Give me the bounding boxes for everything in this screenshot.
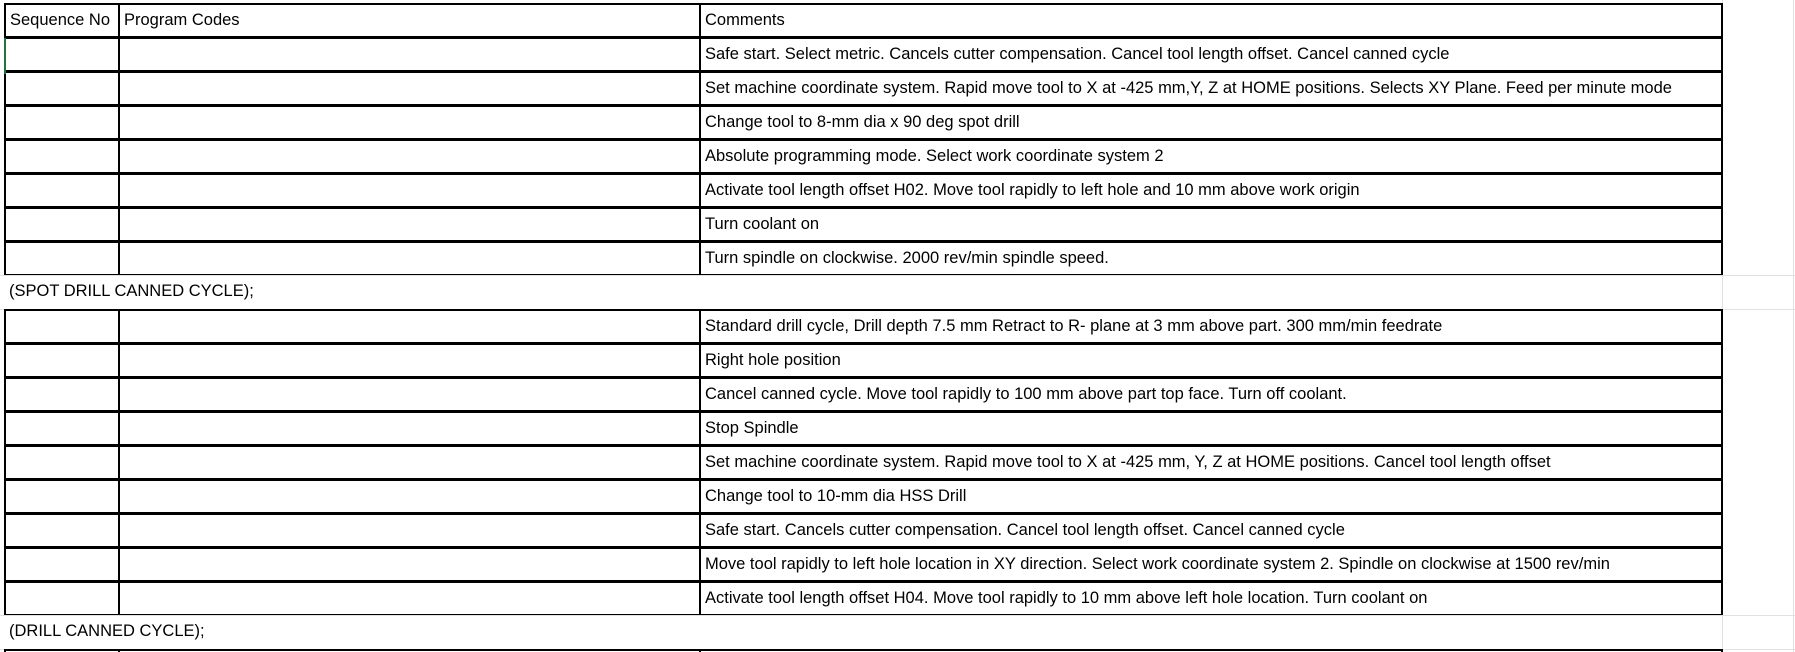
section-label[interactable]: (DRILL CANNED CYCLE); <box>9 622 205 640</box>
gridline <box>0 275 1795 276</box>
comment-cell[interactable]: Safe start. Cancels cutter compensation. Cancel tool length offset. Cancel canned cycle <box>699 513 1723 548</box>
program-codes-cell[interactable] <box>118 37 699 72</box>
sequence-no-cell[interactable] <box>4 479 118 514</box>
sequence-no-cell[interactable] <box>4 411 118 446</box>
comment-cell[interactable]: Turn spindle on clockwise. 2000 rev/min spindle speed. <box>699 241 1723 276</box>
program-codes-cell[interactable] <box>118 173 699 208</box>
comment-cell[interactable]: Cancel canned cycle. Move tool rapidly to 100 mm above part top face. Turn off coolant. <box>699 377 1723 412</box>
program-codes-cell[interactable] <box>118 309 699 344</box>
sequence-no-cell[interactable] <box>4 139 118 174</box>
program-codes-cell[interactable] <box>118 105 699 140</box>
program-codes-cell[interactable] <box>118 547 699 582</box>
sequence-no-cell[interactable] <box>4 547 118 582</box>
program-codes-cell[interactable] <box>118 71 699 106</box>
sequence-no-cell[interactable] <box>4 71 118 106</box>
comment-cell[interactable]: Change tool to 10-mm dia HSS Drill <box>699 479 1723 514</box>
sequence-no-cell[interactable] <box>4 343 118 378</box>
gridline <box>1793 0 1794 652</box>
program-codes-cell[interactable] <box>118 377 699 412</box>
program-codes-cell[interactable] <box>118 241 699 276</box>
sequence-no-cell[interactable] <box>4 173 118 208</box>
comment-cell[interactable]: Turn coolant on <box>699 207 1723 242</box>
comment-cell[interactable]: Set machine coordinate system. Rapid move tool to X at -425 mm, Y, Z at HOME positions. Cancel tool length offset <box>699 445 1723 480</box>
header-sequence-no[interactable]: Sequence No <box>4 3 118 38</box>
sequence-no-cell[interactable] <box>4 581 118 616</box>
program-codes-cell[interactable] <box>118 343 699 378</box>
program-codes-cell[interactable] <box>118 479 699 514</box>
sequence-no-cell[interactable] <box>4 513 118 548</box>
sequence-no-cell[interactable] <box>4 445 118 480</box>
comment-cell[interactable]: Standard drill cycle, Drill depth 7.5 mm Retract to R- plane at 3 mm above part. 300 mm/min feedrate <box>699 309 1723 344</box>
sequence-no-cell[interactable] <box>4 207 118 242</box>
header-comments[interactable]: Comments <box>699 3 1723 38</box>
comment-cell[interactable]: Change tool to 8-mm dia x 90 deg spot drill <box>699 105 1723 140</box>
comment-cell[interactable]: Activate tool length offset H02. Move tool rapidly to left hole and 10 mm above work origin <box>699 173 1723 208</box>
program-codes-cell[interactable] <box>118 581 699 616</box>
program-codes-cell[interactable] <box>118 445 699 480</box>
active-cell-indicator <box>4 38 6 74</box>
comment-cell[interactable]: Right hole position <box>699 343 1723 378</box>
sequence-no-cell[interactable] <box>4 37 118 72</box>
program-codes-cell[interactable] <box>118 513 699 548</box>
program-codes-cell[interactable] <box>118 207 699 242</box>
comment-cell[interactable]: Absolute programming mode. Select work coordinate system 2 <box>699 139 1723 174</box>
sequence-no-cell[interactable] <box>4 241 118 276</box>
sequence-no-cell[interactable] <box>4 105 118 140</box>
header-program-codes[interactable]: Program Codes <box>118 3 699 38</box>
sequence-no-cell[interactable] <box>4 377 118 412</box>
sequence-no-cell[interactable] <box>4 309 118 344</box>
gridline <box>0 615 1795 616</box>
program-codes-cell[interactable] <box>118 139 699 174</box>
comment-cell[interactable]: Activate tool length offset H04. Move tool rapidly to 10 mm above left hole location. Turn coolant on <box>699 581 1723 616</box>
section-label[interactable]: (SPOT DRILL CANNED CYCLE); <box>9 282 254 300</box>
comment-cell[interactable]: Safe start. Select metric. Cancels cutter compensation. Cancel tool length offset. Cancel canned cycle <box>699 37 1723 72</box>
comment-cell[interactable]: Stop Spindle <box>699 411 1723 446</box>
program-codes-cell[interactable] <box>118 411 699 446</box>
comment-cell[interactable]: Move tool rapidly to left hole location in XY direction. Select work coordinate system 2. Spindle on clockwise at 1500 rev/min <box>699 547 1723 582</box>
comment-cell[interactable]: Set machine coordinate system. Rapid move tool to X at -425 mm,Y, Z at HOME positions. Selects XY Plane. Feed per minute mode <box>699 71 1723 106</box>
